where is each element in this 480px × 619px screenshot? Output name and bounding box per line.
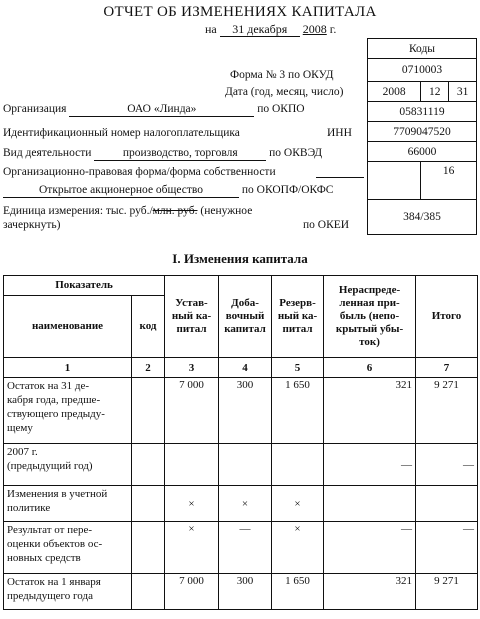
row-charter bbox=[165, 444, 219, 486]
okud-code: 0710003 bbox=[368, 59, 477, 82]
section-title: I. Изменения капитала bbox=[172, 251, 308, 266]
capital-changes-table bbox=[3, 275, 478, 610]
report-title: ОТЧЕТ ОБ ИЗМЕНЕНИЯХ КАПИТАЛА bbox=[103, 4, 377, 20]
row-retained: — bbox=[324, 522, 416, 574]
retained-earnings-header: Нераспреде- ленная при- быль (непо- крытый убы- ток) bbox=[324, 276, 416, 358]
report-date bbox=[205, 22, 336, 37]
col-number-3: 3 bbox=[165, 358, 219, 378]
col-number-4: 4 bbox=[219, 358, 272, 378]
row-charter: × bbox=[165, 522, 219, 574]
row-name: Изменения в учетной политике bbox=[4, 486, 132, 522]
code-header: код bbox=[132, 296, 165, 358]
year-value: 2008 bbox=[302, 22, 327, 36]
organization-value: ОАО «Линда» bbox=[69, 103, 254, 117]
table-row bbox=[4, 574, 478, 610]
inn-label: Идентификационный номер налогоплательщика bbox=[3, 127, 240, 139]
row-reserve: 1 650 bbox=[272, 378, 324, 444]
name-header: наименование bbox=[4, 296, 132, 358]
row-retained bbox=[324, 486, 416, 522]
okpo-code: 05831119 bbox=[368, 102, 477, 122]
charter-capital-header: Устав- ный ка- питал bbox=[165, 276, 219, 358]
col-number-7: 7 bbox=[416, 358, 478, 378]
row-charter: 7 000 bbox=[165, 378, 219, 444]
organization-label: Организация bbox=[3, 103, 67, 115]
table-row bbox=[4, 444, 478, 486]
table-row bbox=[4, 522, 478, 574]
row-charter: 7 000 bbox=[165, 574, 219, 610]
okei-label: по ОКЕИ bbox=[303, 219, 350, 231]
unit-label: Единица измерения: тыс. руб./ bbox=[3, 205, 153, 217]
date-label: Дата (год, месяц, число) bbox=[225, 86, 344, 98]
legal-form-label: Организационно-правовая форма/форма собственности bbox=[3, 166, 276, 178]
codes-box bbox=[367, 38, 477, 235]
total-header: Итого bbox=[416, 276, 478, 358]
row-additional: — bbox=[219, 522, 272, 574]
row-additional: 300 bbox=[219, 378, 272, 444]
row-total: 9 271 bbox=[416, 378, 478, 444]
okpo-label: по ОКПО bbox=[257, 103, 305, 115]
row-additional bbox=[219, 444, 272, 486]
form-label: Форма № 3 по ОКУД bbox=[230, 69, 334, 81]
inn-code: 7709047520 bbox=[368, 122, 477, 142]
row-code bbox=[132, 574, 165, 610]
codes-header: Коды bbox=[368, 39, 477, 59]
activity-row bbox=[3, 147, 322, 161]
row-reserve: × bbox=[272, 522, 324, 574]
row-total: 9 271 bbox=[416, 574, 478, 610]
date-prefix: на bbox=[205, 22, 217, 36]
inn-short-label: ИНН bbox=[327, 127, 352, 139]
activity-value: производство, торговля bbox=[94, 147, 266, 161]
row-name: Остаток на 31 де- кабря года, предше- ствующего предыду- щему bbox=[4, 378, 132, 444]
additional-capital-header: Доба- вочный капитал bbox=[219, 276, 272, 358]
col-number-2: 2 bbox=[132, 358, 165, 378]
row-retained: 321 bbox=[324, 574, 416, 610]
row-name: Результат от пере- оценки объектов ос- новных средств bbox=[4, 522, 132, 574]
row-reserve: × bbox=[272, 486, 324, 522]
row-retained: 321 bbox=[324, 378, 416, 444]
row-reserve bbox=[272, 444, 324, 486]
row-code bbox=[132, 378, 165, 444]
row-code bbox=[132, 486, 165, 522]
okopf-code bbox=[368, 162, 421, 200]
row-name: Остаток на 1 января предыдущего года bbox=[4, 574, 132, 610]
year-suffix: г. bbox=[329, 22, 337, 36]
row-additional: × bbox=[219, 486, 272, 522]
row-code bbox=[132, 444, 165, 486]
okei-code: 384/385 bbox=[368, 200, 477, 235]
okopf-label: по ОКОПФ/ОКФС bbox=[241, 184, 334, 196]
unit-note-2: зачеркнуть) bbox=[3, 219, 61, 231]
date-month-cell: 12 bbox=[421, 82, 449, 102]
date-year-cell: 2008 bbox=[368, 82, 421, 102]
indicator-header: Показатель bbox=[4, 276, 165, 296]
okved-label: по ОКВЭД bbox=[269, 147, 323, 159]
row-total: — bbox=[416, 522, 478, 574]
col-number-1: 1 bbox=[4, 358, 132, 378]
unit-note: (ненужное bbox=[197, 205, 253, 217]
row-name: 2007 г. (предыдущий год) bbox=[4, 444, 132, 486]
row-additional: 300 bbox=[219, 574, 272, 610]
date-day-cell: 31 bbox=[449, 82, 477, 102]
okfs-code: 16 bbox=[421, 162, 477, 200]
unit-strike: млн. руб. bbox=[152, 205, 198, 217]
col-number-5: 5 bbox=[272, 358, 324, 378]
okved-code: 66000 bbox=[368, 142, 477, 162]
row-code bbox=[132, 522, 165, 574]
activity-label: Вид деятельности bbox=[3, 147, 92, 159]
row-retained: — bbox=[324, 444, 416, 486]
table-row bbox=[4, 378, 478, 444]
row-total bbox=[416, 486, 478, 522]
row-reserve: 1 650 bbox=[272, 574, 324, 610]
unit-row bbox=[3, 205, 252, 217]
col-number-6: 6 bbox=[324, 358, 416, 378]
legal-form-row bbox=[3, 184, 333, 198]
legal-form-value: Открытое акционерное общество bbox=[3, 184, 239, 198]
row-charter: × bbox=[165, 486, 219, 522]
row-total: — bbox=[416, 444, 478, 486]
reserve-capital-header: Резерв- ный ка- питал bbox=[272, 276, 324, 358]
organization-row bbox=[3, 103, 305, 117]
date-value: 31 декабря bbox=[220, 23, 300, 37]
table-row bbox=[4, 486, 478, 522]
legal-form-underline bbox=[316, 177, 364, 178]
